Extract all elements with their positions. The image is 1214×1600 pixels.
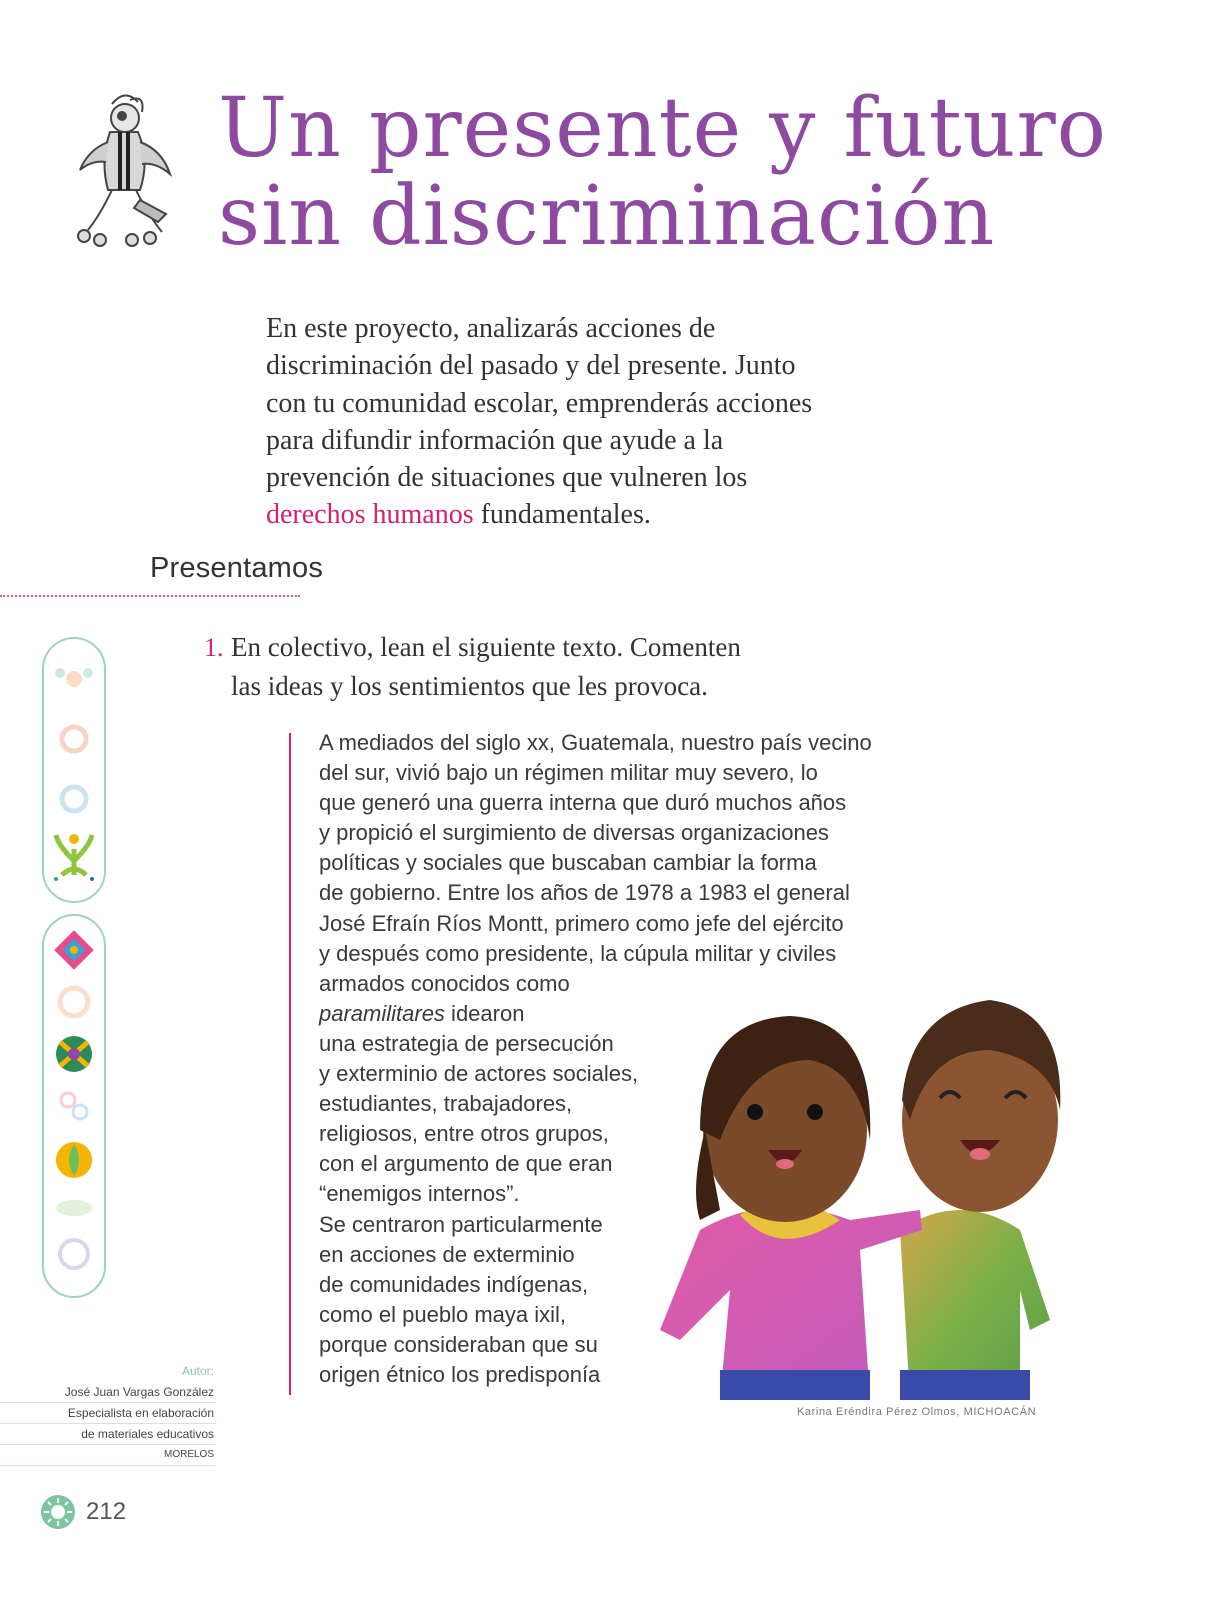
- reading-line: una estrategia de persecución: [319, 1030, 614, 1056]
- author-state: MORELOS: [0, 1445, 216, 1466]
- author-name: José Juan Vargas González: [0, 1382, 216, 1403]
- author-role-line-2: de materiales educativos: [0, 1424, 216, 1445]
- reading-line: con el argumento de que eran: [319, 1151, 613, 1177]
- author-role-line-1: Especialista en elaboración: [0, 1403, 216, 1424]
- reading-accent-bar: [289, 733, 291, 1395]
- reading-line: de gobierno. Entre los años de 1978 a 1983 el general: [319, 880, 850, 906]
- reading-line: de comunidades indígenas,: [319, 1271, 589, 1297]
- activity-instruction: En colectivo, lean el siguiente texto. Comenten las ideas y los sentimientos que les provoca.: [231, 632, 741, 701]
- reading-line: que generó una guerra interna que duró muchos años: [319, 790, 847, 816]
- campo-icons-lower: [44, 916, 104, 1296]
- reading-line: políticas y sociales que buscaban cambiar la forma: [319, 850, 817, 876]
- reading-line: José Efraín Ríos Montt, primero como jefe del ejército: [319, 910, 844, 936]
- intro-text-end: fundamentales.: [473, 499, 651, 531]
- codex-figure-icon: [70, 90, 180, 250]
- page-title-line-1: Un presente y futuro: [218, 81, 1108, 176]
- intro-text: En este proyecto, analizarás acciones de discriminación del pasado y del presente. Junto con tu comunidad escolar, emprenderás acciones para difundir información que ayude a la prevención de situaciones que vulneren los: [266, 313, 813, 494]
- reading-line: en acciones de exterminio: [319, 1241, 575, 1267]
- author-label: Autor:: [181, 1364, 214, 1378]
- section-heading: Presentamos: [150, 552, 324, 584]
- page-number: 212: [86, 1498, 127, 1525]
- side-strip-lower: [42, 914, 106, 1298]
- reading-italic: paramilitares: [319, 1000, 445, 1026]
- reading-line: como el pueblo maya ixil,: [319, 1301, 567, 1327]
- section-divider: [0, 595, 300, 597]
- intro-paragraph: [266, 310, 826, 534]
- page-title-line-2: sin discriminación: [218, 169, 996, 264]
- reading-line: armados conocidos como: [319, 970, 570, 996]
- campo-icons-upper: [44, 639, 104, 901]
- reading-line: y exterminio de actores sociales,: [319, 1061, 639, 1087]
- reading-line: del sur, vivió bajo un régimen militar muy severo, lo: [319, 760, 818, 786]
- activity-number: 1.: [204, 633, 224, 662]
- reading-line: religiosos, entre otros grupos,: [319, 1121, 609, 1147]
- author-credit: [0, 1360, 216, 1466]
- reading-line: origen étnico los predisponía: [319, 1361, 601, 1387]
- reading-line: A mediados del siglo xx, Guatemala, nuestro país vecino: [319, 730, 872, 755]
- reading-line: estudiantes, trabajadores,: [319, 1091, 573, 1117]
- intro-highlight: derechos humanos: [266, 499, 474, 531]
- reading-line: y propició el surgimiento de diversas organizaciones: [319, 820, 829, 846]
- reading-line: y después como presidente, la cúpula militar y civiles: [319, 940, 837, 966]
- children-illustration: [660, 990, 1080, 1400]
- sun-badge-icon: [40, 1494, 76, 1530]
- side-strip-upper: [42, 637, 106, 903]
- reading-line: Se centraron particularmente: [319, 1211, 603, 1237]
- reading-line: porque consideraban que su: [319, 1331, 598, 1357]
- reading-line: [319, 999, 659, 1029]
- illustration-credit: Karina Eréndira Pérez Olmos, MICHOACÁN: [797, 1406, 1037, 1418]
- reading-line: “enemigos internos”.: [319, 1181, 520, 1207]
- reading-text-fragment: idearon: [444, 1000, 525, 1026]
